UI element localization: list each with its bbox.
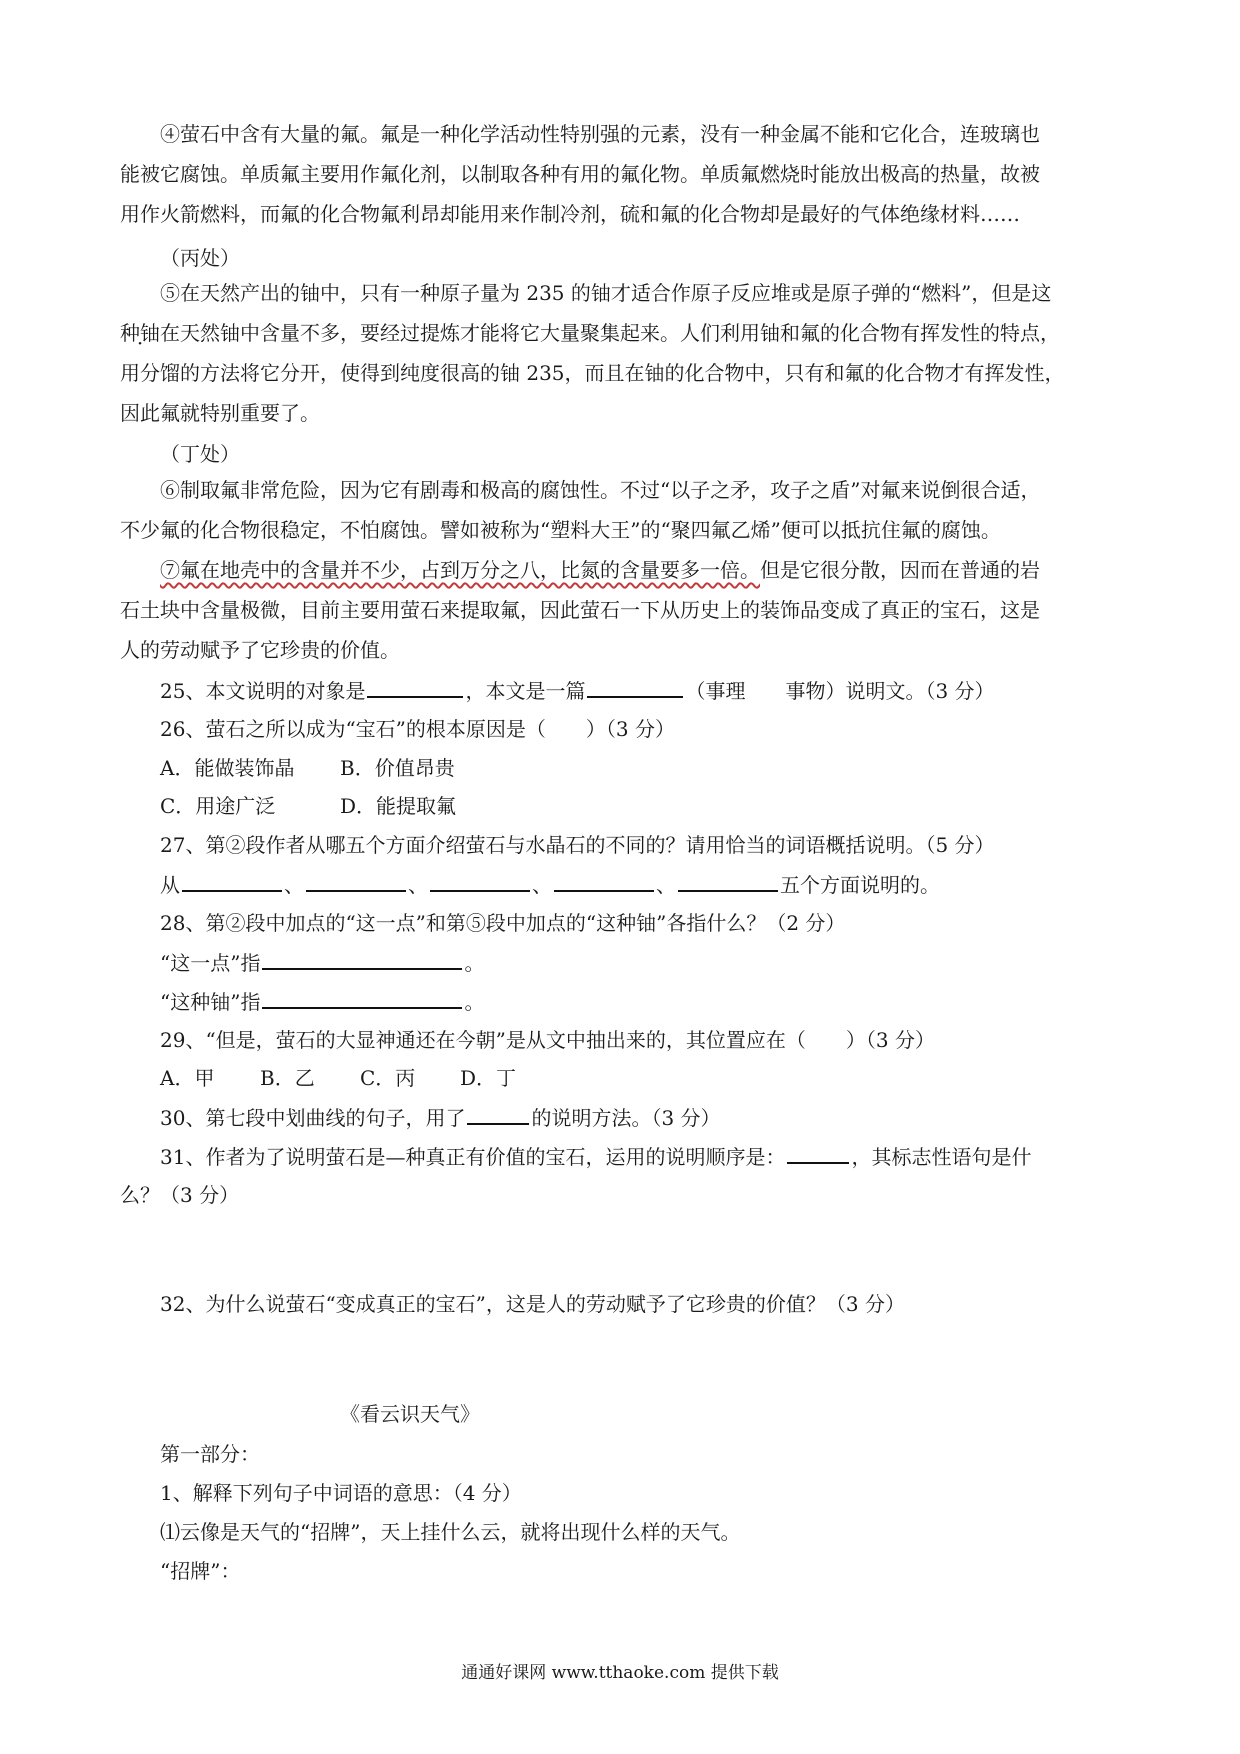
paragraph-4-line: ④萤石中含有大量的氟。氟是一种化学活动性特别强的元素，没有一种金属不能和它化合，连玻璃也 [160, 122, 1040, 146]
option-c: C．丙 [360, 1066, 416, 1090]
paragraph-6-line: 不少氟的化合物很稳定，不怕腐蚀。譬如被称为“塑料大王”的“聚四氟乙烯”便可以抵抗住氟的腐蚀。 [120, 518, 1001, 542]
paragraph-7 [120, 550, 1130, 670]
answer-blank-aspect-3[interactable] [430, 870, 530, 892]
question-25-text: 25、本文说明的对象是 [160, 679, 366, 703]
marker-bing: （丙处） [160, 246, 240, 270]
question-30-text: 的说明方法。（3 分） [531, 1106, 721, 1130]
question-31-text: 31、作者为了说明萤石是—种真正有价值的宝石，运用的说明顺序是： [160, 1145, 786, 1169]
answer-prefix: 从 [160, 873, 180, 897]
period: 。 [464, 990, 485, 1014]
separator: 、 [656, 873, 676, 897]
question-31 [160, 1142, 1031, 1171]
paragraph-7-line [120, 550, 1130, 590]
answer-label: “这一点”指 [160, 951, 261, 975]
question-26: 26、萤石之所以成为“宝石”的根本原因是（ ）（3 分） [160, 717, 675, 741]
answer-blank-aspect-1[interactable] [182, 870, 282, 892]
answer-suffix: 五个方面说明的。 [780, 873, 940, 897]
option-b: B．价值昂贵 [340, 756, 455, 780]
option-b: B．乙 [260, 1066, 315, 1090]
section-title: 《看云识天气》 [340, 1402, 480, 1426]
paragraph-5-line [120, 313, 1130, 353]
question-30-text: 30、第七段中划曲线的句子，用了 [160, 1106, 466, 1130]
answer-blank-this-uranium[interactable] [262, 987, 462, 1009]
paragraph-4-line: 用作火箭燃料，而氟的化合物氟利昂却能用来作制冷剂，硫和氟的化合物却是最好的气体绝缘材料…… [120, 202, 1020, 226]
question-31-continued: 么？（3 分） [120, 1183, 240, 1207]
section-part: 第一部分： [160, 1442, 260, 1466]
question-32: 32、为什么说萤石“变成真正的宝石”，这是人的劳动赋予了它珍贵的价值？（3 分） [160, 1292, 905, 1316]
question-28: 28、第②段中加点的“这一点”和第⑤段中加点的“这种铀”各指什么？（2 分） [160, 911, 846, 935]
question-26-options-cd [160, 792, 456, 820]
option-d: D．丁 [460, 1066, 517, 1090]
question-26-options-ab [160, 754, 455, 782]
question-29: 29、“但是，萤石的大显神通还在今朝”是从文中抽出来的，其位置应在（ ）（3 分） [160, 1028, 935, 1052]
question-1: 1、解释下列句子中词语的意思：（4 分） [160, 1481, 522, 1505]
paragraph-6-line: ⑥制取氟非常危险，因为它有剧毒和极高的腐蚀性。不过“以子之矛，攻子之盾”对氟来说倒很合适， [160, 478, 1041, 502]
question-27-answer-line [160, 870, 940, 899]
question-1-term: “招牌”： [160, 1559, 241, 1583]
answer-blank-this-point[interactable] [262, 948, 462, 970]
question-30 [160, 1103, 721, 1132]
period: 。 [464, 951, 485, 975]
wavy-underlined-sentence: ⑦氟在地壳中的含量并不少，占到万分之八，比氮的含量要多一倍。 [160, 558, 760, 582]
paragraph-5 [120, 273, 1130, 433]
answer-label: “这种铀”指 [160, 990, 261, 1014]
question-29-options [160, 1064, 516, 1092]
answer-blank-method[interactable] [467, 1103, 529, 1125]
question-28-answer-b [160, 987, 484, 1016]
paragraph-5-line: 因此氟就特别重要了。 [120, 401, 320, 425]
answer-blank-aspect-2[interactable] [306, 870, 406, 892]
answer-blank-aspect-5[interactable] [678, 870, 778, 892]
question-25 [160, 676, 995, 705]
question-1-sentence-1: ⑴云像是天气的“招牌”，天上挂什么云，就将出现什么样的天气。 [160, 1520, 741, 1544]
option-d: D．能提取氟 [340, 794, 457, 818]
answer-blank-order[interactable] [787, 1142, 849, 1164]
option-a: A．能做装饰晶 [160, 756, 295, 780]
dotted-term: 种铀 [120, 321, 160, 345]
question-25-text: （事理 事物）说明文。（3 分） [685, 679, 995, 703]
answer-blank-aspect-4[interactable] [554, 870, 654, 892]
paragraph-7-text: 但是它很分散，因而在普通的岩 [760, 558, 1040, 582]
question-27: 27、第②段作者从哪五个方面介绍萤石与水晶石的不同的？请用恰当的词语概括说明。（5 分） [160, 833, 995, 857]
page-footer: 通通好课网 www.tthaoke.com 提供下载 [461, 1663, 779, 1683]
paragraph-7-line: 石土块中含量极微，目前主要用萤石来提取氟，因此萤石一下从历史上的装饰品变成了真正的宝石，这是 [120, 598, 1040, 622]
question-25-text: ，本文是一篇 [465, 679, 586, 703]
paragraph-5-text: 在天然铀中含量不多，要经过提炼才能将它大量聚集起来。人们利用铀和氟的化合物有挥发性的特点， [160, 321, 1060, 345]
question-31-text: ，其标志性语句是什 [851, 1145, 1032, 1169]
separator: 、 [408, 873, 428, 897]
answer-blank-type[interactable] [587, 676, 683, 698]
paragraph-4-line: 能被它腐蚀。单质氟主要用作氟化剂，以制取各种有用的氟化物。单质氟燃烧时能放出极高的热量，故被 [120, 162, 1040, 186]
marker-ding: （丁处） [160, 442, 240, 466]
paragraph-5-line: 用分馏的方法将它分开，使得到纯度很高的铀 235，而且在铀的化合物中，只有和氟的化合物才有挥发性， [120, 361, 1065, 385]
option-c: C．用途广泛 [160, 794, 276, 818]
paragraph-4 [120, 114, 1130, 234]
question-28-answer-a [160, 948, 484, 977]
separator: 、 [284, 873, 304, 897]
paragraph-7-line: 人的劳动赋予了它珍贵的价值。 [120, 638, 400, 662]
option-a: A．甲 [160, 1066, 215, 1090]
separator: 、 [532, 873, 552, 897]
paragraph-5-line: ⑤在天然产出的铀中，只有一种原子量为 235 的铀才适合作原子反应堆或是原子弹的“燃料”，但是这 [160, 281, 1052, 305]
answer-blank-object[interactable] [367, 676, 463, 698]
paragraph-6 [120, 470, 1130, 550]
